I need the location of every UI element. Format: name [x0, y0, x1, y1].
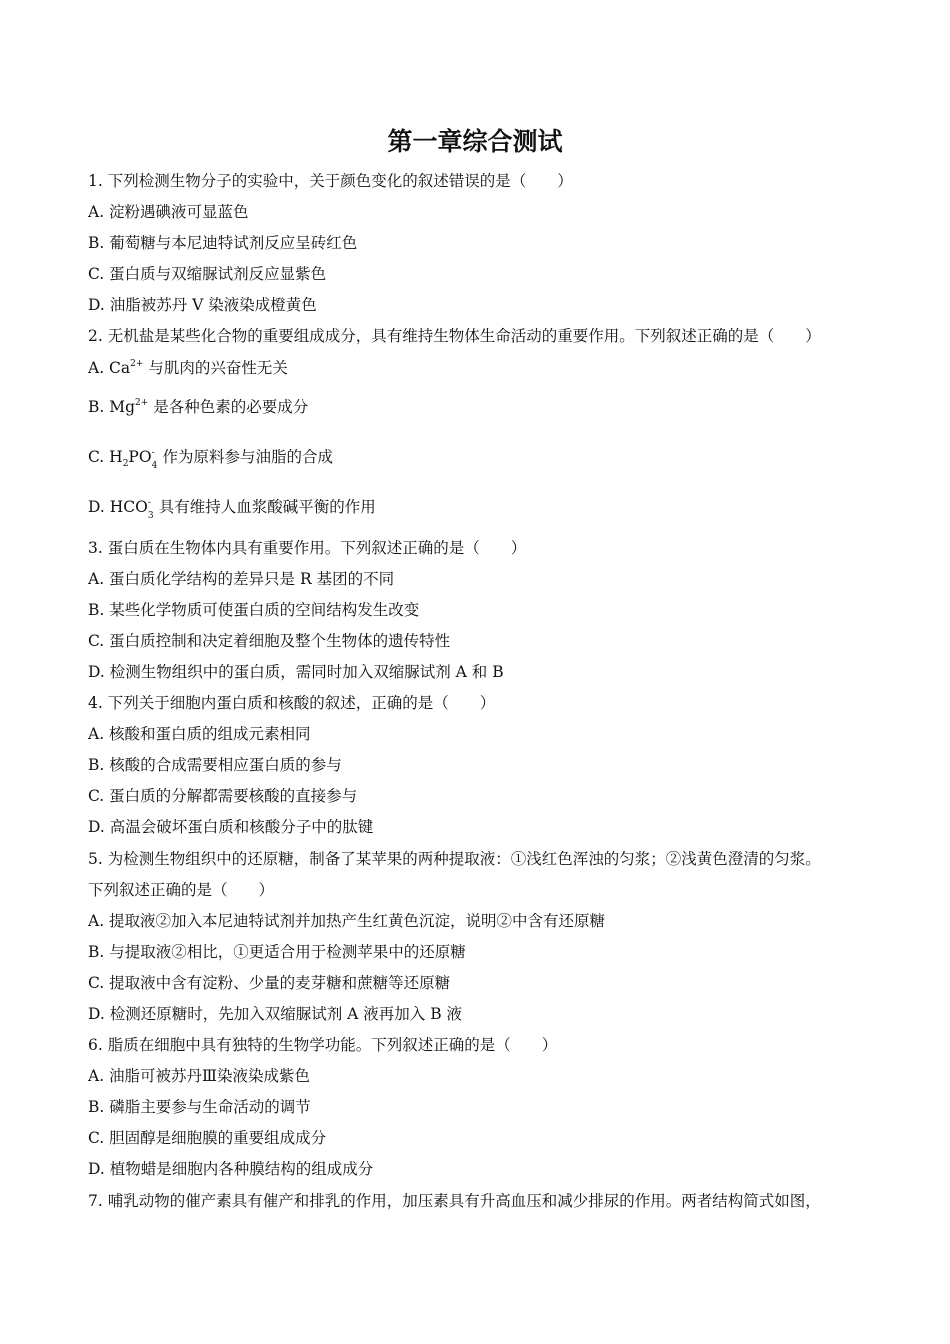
question-4-option-d: D. 高温会破坏蛋白质和核酸分子中的肽键 [88, 818, 374, 836]
question-5-option-d: D. 检测还原糖时，先加入双缩脲试剂 A 液再加入 B 液 [88, 1005, 463, 1023]
question-1-stem: 1. 下列检测生物分子的实验中，关于颜色变化的叙述错误的是（ ） [88, 172, 573, 190]
question-1-option-d: D. 油脂被苏丹 V 染液染成橙黄色 [88, 296, 317, 314]
page-title: 第一章综合测试 [387, 127, 563, 156]
question-2-option-c: C. $H_2PO$ - 4 作为原料参与油脂的合成 [88, 448, 333, 471]
question-6-option-c: C. 胆固醇是细胞膜的重要组成成分 [88, 1129, 327, 1147]
question-4-stem: 4. 下列关于细胞内蛋白质和核酸的叙述，正确的是（ ） [88, 694, 496, 712]
question-5-option-a: A. 提取液②加入本尼迪特试剂并加热产生红黄色沉淀，说明②中含有还原糖 [88, 912, 606, 930]
question-6-stem: 6. 脂质在细胞中具有独特的生物学功能。下列叙述正确的是（ ） [88, 1036, 558, 1054]
question-6-option-b: B. 磷脂主要参与生命活动的调节 [88, 1098, 311, 1116]
question-3-option-d: D. 检测生物组织中的蛋白质，需同时加入双缩脲试剂 A 和 B [88, 663, 504, 681]
question-3-option-c: C. 蛋白质控制和决定着细胞及整个生物体的遗传特性 [88, 632, 451, 650]
question-3-option-b: B. 某些化学物质可使蛋白质的空间结构发生改变 [88, 601, 420, 619]
question-1-option-a: A. 淀粉遇碘液可显蓝色 [88, 203, 249, 221]
question-1-option-c: C. 蛋白质与双缩脲试剂反应显紫色 [88, 265, 327, 283]
question-4-option-a: A. 核酸和蛋白质的组成元素相同 [88, 725, 311, 743]
question-4-option-b: B. 核酸的合成需要相应蛋白质的参与 [88, 756, 342, 774]
question-3-stem: 3. 蛋白质在生物体内具有重要作用。下列叙述正确的是（ ） [88, 539, 527, 557]
question-5-option-c: C. 提取液中含有淀粉、少量的麦芽糖和蔗糖等还原糖 [88, 974, 451, 992]
question-2-option-b: B. $Mg^{2+}$ 是各种色素的必要成分 [88, 398, 309, 416]
question-1-option-b: B. 葡萄糖与本尼迪特试剂反应呈砖红色 [88, 234, 358, 252]
question-4-option-c: C. 蛋白质的分解都需要核酸的直接参与 [88, 787, 358, 805]
question-7-stem: 7. 哺乳动物的催产素具有催产和排乳的作用，加压素具有升高血压和减少排尿的作用。两者结构简式如图， [88, 1192, 821, 1210]
question-6-option-d: D. 植物蜡是细胞内各种膜结构的组成成分 [88, 1160, 374, 1178]
question-6-option-a: A. 油脂可被苏丹Ⅲ染液染成紫色 [88, 1067, 310, 1085]
question-3-option-a: A. 蛋白质化学结构的差异只是 R 基团的不同 [88, 570, 395, 588]
question-2-stem: 2. 无机盐是某些化合物的重要组成成分，具有维持生物体生命活动的重要作用。下列叙述正确的是（ ） [88, 327, 821, 345]
question-2-option-a: A. $Ca^{2+}$ 与肌肉的兴奋性无关 [88, 359, 288, 377]
question-5-stem-line-1: 5. 为检测生物组织中的还原糖，制备了某苹果的两种提取液：①浅红色浑浊的匀浆；②浅黄色澄清的匀浆。 [88, 850, 821, 868]
question-5-stem-line-2: 下列叙述正确的是（ ） [88, 881, 275, 899]
question-5-option-b: B. 与提取液②相比，①更适合用于检测苹果中的还原糖 [88, 943, 466, 961]
question-2-option-d: D. HCO - 3 具有维持人血浆酸碱平衡的作用 [88, 498, 376, 521]
